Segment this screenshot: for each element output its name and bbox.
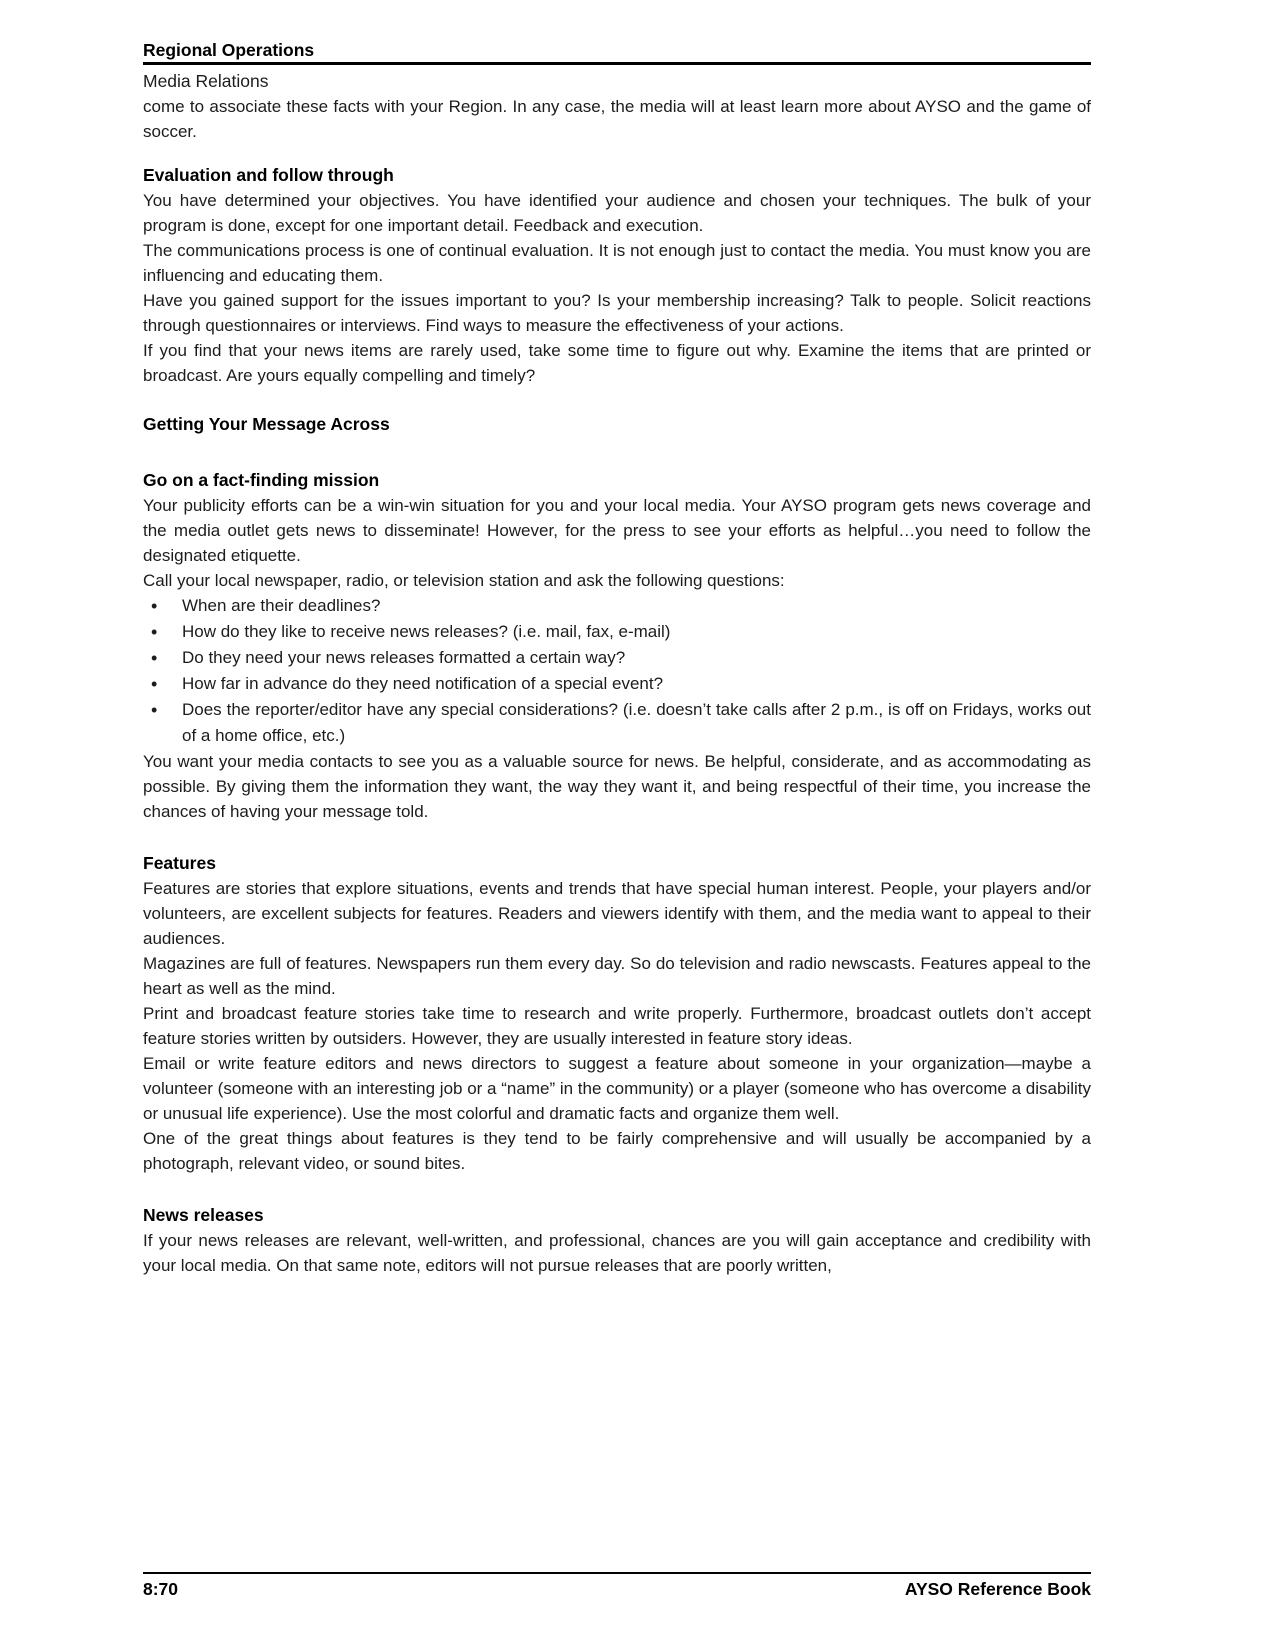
features-paragraph-4: Email or write feature editors and news directors to suggest a feature about someone in your organization—maybe a volunteer (someone with an interesting job or a “name” in the community) or a player (someone who has overcome a disability or unusual life experience). Use the most colorful and dramatic facts and organize them well. <box>143 1054 1091 1123</box>
fact-finding-paragraph-2: You want your media contacts to see you as a valuable source for news. Be helpful, considerate, and as accommodating as possible. By giving them the information they want, the way they want it, and being respectful of their time, you increase the chances of having your message told. <box>143 752 1091 821</box>
footer-page-number: 8:70 <box>143 1579 179 1599</box>
running-header-title: Regional Operations <box>143 39 1091 65</box>
section-heading-features: Features <box>143 853 216 873</box>
content-column <box>143 39 1091 1278</box>
section-heading-news-releases: News releases <box>143 1205 264 1225</box>
section-heading-evaluation: Evaluation and follow through <box>143 165 394 185</box>
bullet-item: • How far in advance do they need notification of a special event? <box>143 671 1091 697</box>
features-paragraph-5: One of the great things about features is they tend to be fairly comprehensive and will usually be accompanied by a photograph, relevant video, or sound bites. <box>143 1129 1091 1173</box>
evaluation-paragraph-3: Have you gained support for the issues important to you? Is your membership increasing? Talk to people. Solicit reactions through questionnaires or interviews. Find ways to measure the effectiveness of your actions. <box>143 291 1091 335</box>
evaluation-paragraph-1: You have determined your objectives. You have identified your audience and chosen your techniques. The bulk of your program is done, except for one important detail. Feedback and execution. <box>143 191 1091 235</box>
evaluation-paragraph-2: The communications process is one of continual evaluation. It is not enough just to contact the media. You must know you are influencing and educating them. <box>143 241 1091 285</box>
news-releases-paragraph-1: If your news releases are relevant, well-written, and professional, chances are you will gain acceptance and credibility with your local media. On that same note, editors will not pursue releases that are poorly written, <box>143 1231 1091 1275</box>
footer-book-title: AYSO Reference Book <box>904 1579 1091 1599</box>
section-heading-fact-finding: Go on a fact-finding mission <box>143 470 380 490</box>
intro-paragraph: come to associate these facts with your Region. In any case, the media will at least learn more about AYSO and the game of soccer. <box>143 97 1091 141</box>
questions-bullet-list <box>143 593 1091 749</box>
features-paragraph-1: Features are stories that explore situations, events and trends that have special human interest. People, your players and/or volunteers, are excellent subjects for features. Readers and viewers identify with them, and the media want to appeal to their audiences. <box>143 879 1091 948</box>
fact-finding-call-intro: Call your local newspaper, radio, or television station and ask the following questions: <box>143 571 785 590</box>
section-heading-getting-message: Getting Your Message Across <box>143 414 390 434</box>
bullet-item: • Does the reporter/editor have any special considerations? (i.e. doesn’t take calls after 2 p.m., is off on Fridays, works out of a home office, etc.) <box>143 697 1091 749</box>
bullet-item: • When are their deadlines? <box>143 593 1091 619</box>
features-paragraph-2: Magazines are full of features. Newspapers run them every day. So do television and radio newscasts. Features appeal to the heart as well as the mind. <box>143 954 1091 998</box>
features-paragraph-3: Print and broadcast feature stories take time to research and write properly. Furthermore, broadcast outlets don’t accept feature stories written by outsiders. However, they are usually interested in feature story ideas. <box>143 1004 1091 1048</box>
evaluation-paragraph-4: If you find that your news items are rarely used, take some time to figure out why. Examine the items that are printed or broadcast. Are yours equally compelling and timely? <box>143 341 1091 385</box>
fact-finding-paragraph-1: Your publicity efforts can be a win-win situation for you and your local media. Your AYSO program gets news coverage and the media outlet gets news to disseminate! However, for the press to see your efforts as helpful…you need to follow the designated etiquette. <box>143 496 1091 565</box>
bullet-item: • How do they like to receive news releases? (i.e. mail, fax, e-mail) <box>143 619 1091 645</box>
page-footer <box>143 1572 1091 1600</box>
bullet-item: • Do they need your news releases formatted a certain way? <box>143 645 1091 671</box>
running-header-subtitle: Media Relations <box>143 71 269 91</box>
